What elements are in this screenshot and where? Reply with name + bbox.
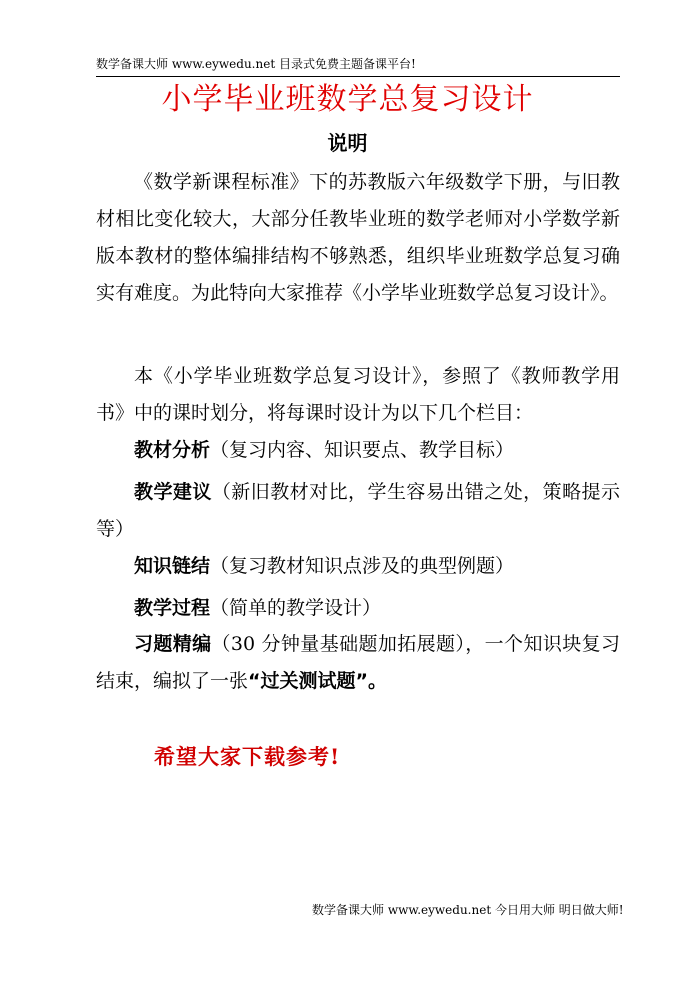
page-footer: 数学备课大师 www.eywedu.net 今日用大师 明日做大师! xyxy=(312,903,624,917)
item-label: 习题精编 xyxy=(134,633,212,655)
closing-message: 希望大家下载参考! xyxy=(154,744,341,769)
item-label: 教学过程 xyxy=(134,597,211,619)
item-description: （复习教材知识点涉及的典型例题） xyxy=(210,555,515,577)
item-description: （30 分钟量基础题加拓展题），一个知识块复习结束，编拟了一张 xyxy=(96,633,620,692)
page-subtitle: 说明 xyxy=(327,131,368,155)
section-item-exercises xyxy=(96,626,620,700)
section-item-knowledge-links xyxy=(96,548,620,585)
structure-paragraph: 本《小学毕业班数学总复习设计》，参照了《教师教学用书》中的课时划分，将每课时设计为以下几个栏目： xyxy=(96,365,620,424)
item-label: 教学建议 xyxy=(134,481,212,503)
header-divider xyxy=(96,76,620,77)
page-header: 数学备课大师 www.eywedu.net 目录式免费主题备课平台! xyxy=(96,57,416,71)
item-description: （简单的教学设计） xyxy=(210,597,382,619)
section-item-textbook-analysis xyxy=(96,432,620,469)
item-label: 知识链结 xyxy=(134,555,211,577)
test-title-emphasis: “过关测试题”。 xyxy=(248,670,387,692)
page-title: 小学毕业班数学总复习设计 xyxy=(161,82,534,117)
item-description: （新旧教材对比，学生容易出错之处，策略提示等） xyxy=(96,481,620,540)
item-description: （复习内容、知识要点、教学目标） xyxy=(210,439,515,461)
intro-paragraph: 《数学新课程标准》下的苏教版六年级数学下册，与旧教材相比变化较大，大部分任教毕业班的数学老师对小学数学新版本教材的整体编排结构不够熟悉，组织毕业班数学总复习确实有难度。为此特向大家推荐《小学毕业班数学总复习设计》。 xyxy=(96,171,620,304)
item-label: 教材分析 xyxy=(134,439,211,461)
section-item-teaching-process xyxy=(96,590,620,627)
section-item-teaching-suggestions xyxy=(96,474,620,548)
